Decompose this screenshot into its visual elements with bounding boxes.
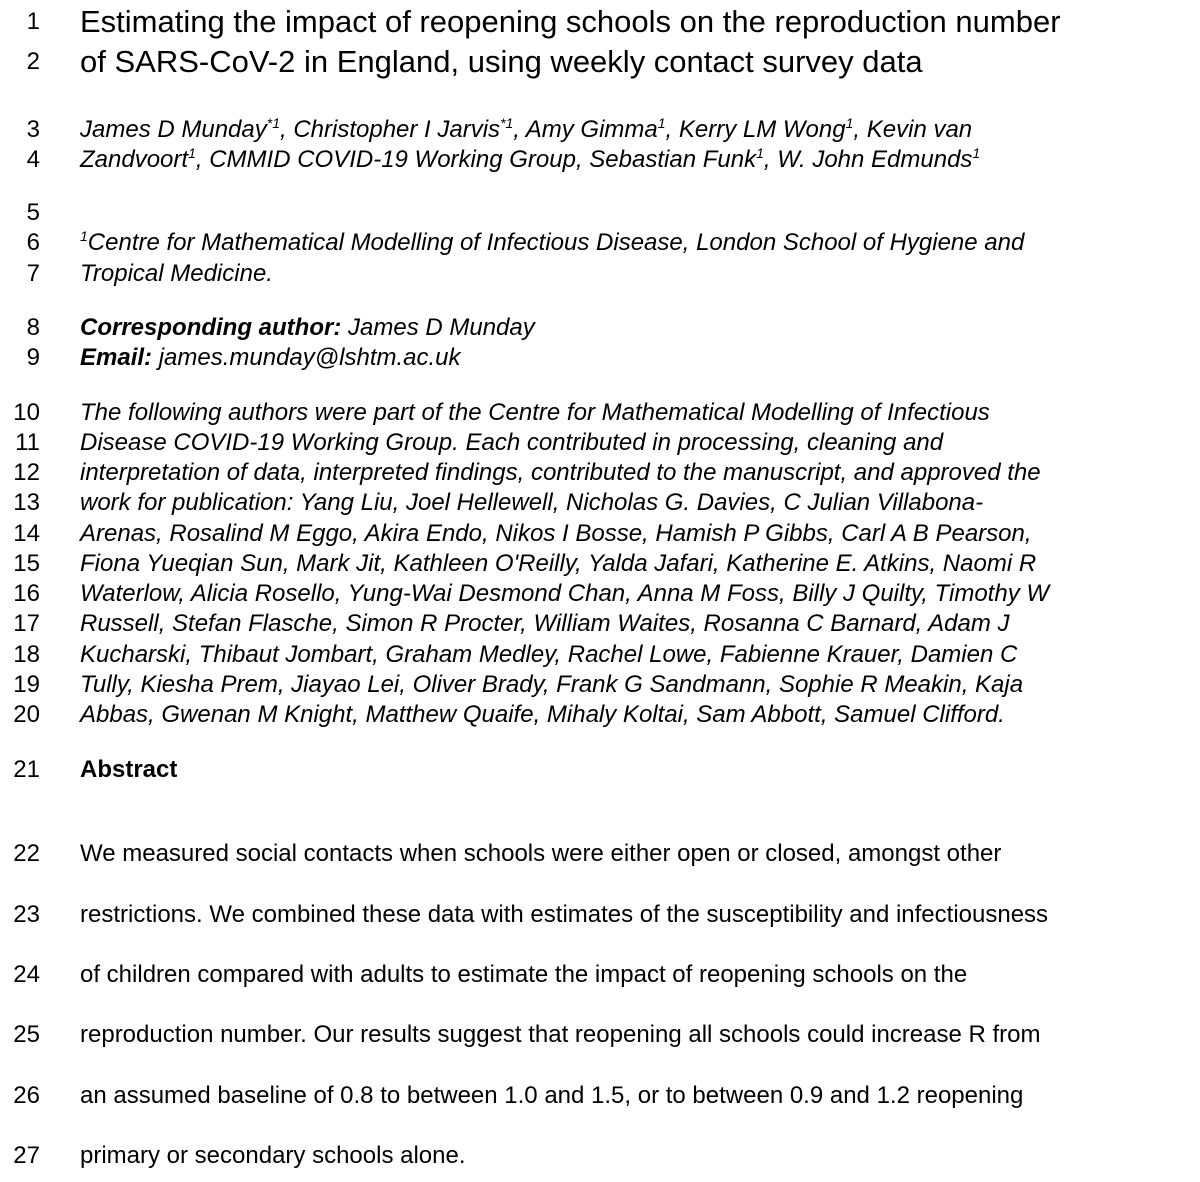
line-number: 10: [13, 399, 40, 426]
author-affiliation-sup: 1: [845, 115, 854, 131]
line-number: 18: [13, 641, 40, 668]
corresponding-author: [80, 313, 535, 343]
line-number: 11: [15, 429, 40, 456]
author-name: Amy Gimma: [525, 116, 658, 143]
corresponding-email: [80, 343, 461, 373]
author-name: CMMID COVID-19 Working Group: [209, 146, 576, 173]
corresponding-author-label: Corresponding author:: [80, 314, 342, 341]
line-number: 19: [13, 671, 40, 698]
abstract-line: an assumed baseline of 0.8 to between 1.0 and 1.5, or to between 0.9 and 1.2 reopening: [80, 1082, 1024, 1109]
author-name: W. John Edmunds: [777, 146, 973, 173]
author-name: Kevin van: [866, 116, 973, 143]
affiliation-line-1: [80, 228, 1024, 258]
abstract-line: restrictions. We combined these data with estimates of the susceptibility and infectiousness: [80, 901, 1049, 928]
working-group-line: Russell, Stefan Flasche, Simon R Procter, William Waites, Rosanna C Barnard, Adam J: [80, 610, 1010, 637]
author-name: Sebastian Funk: [589, 146, 757, 173]
corresponding-author-name: James D Munday: [348, 314, 535, 341]
line-number: 24: [13, 961, 40, 988]
line-number: 20: [13, 701, 40, 728]
line-number: 2: [26, 48, 40, 75]
line-number: 23: [13, 901, 40, 928]
abstract-heading: Abstract: [80, 756, 178, 783]
line-number: 22: [13, 840, 40, 867]
line-number: 16: [13, 580, 40, 607]
line-number: 13: [13, 489, 40, 516]
working-group-line: Tully, Kiesha Prem, Jiayao Lei, Oliver Brady, Frank G Sandmann, Sophie R Meakin, Kaja: [80, 671, 1024, 698]
line-number: 25: [13, 1021, 40, 1048]
author-affiliation-sup: *1: [266, 115, 280, 131]
line-number: 8: [26, 314, 40, 341]
line-number: 14: [13, 520, 40, 547]
line-number: 4: [26, 146, 40, 173]
affiliation-line-2: Tropical Medicine.: [80, 260, 273, 287]
paper-title-line-2: of SARS-CoV-2 in England, using weekly contact survey data: [80, 44, 923, 79]
author-list-line-1: James D Munday$^{*1}$, Christopher I Jarvis$^{*1}$, Amy Gimma$^1$, Kerry LM Wong$^1$, Kevin van: [80, 115, 973, 143]
author-list-line-2: Zandvoort$^1$, CMMID COVID-19 Working Group, Sebastian Funk$^1$, W. John Edmunds$^1$: [80, 145, 981, 173]
paper-title-line-1: Estimating the impact of reopening schools on the reproduction number: [80, 4, 1061, 39]
line-number: 3: [26, 116, 40, 143]
author-name: Christopher I Jarvis: [293, 116, 501, 143]
line-number: 9: [26, 344, 40, 371]
line-number: 12: [13, 459, 40, 486]
author-affiliation-sup: *1: [500, 115, 514, 131]
line-number: 21: [13, 756, 40, 783]
abstract-line: of children compared with adults to estimate the impact of reopening schools on the: [80, 961, 968, 988]
abstract-line: We measured social contacts when schools were either open or closed, amongst other: [80, 840, 1002, 867]
author-affiliation-sup: 1: [756, 145, 764, 161]
line-number: 27: [13, 1142, 40, 1169]
abstract-line: primary or secondary schools alone.: [80, 1142, 466, 1169]
email-address: james.munday@lshtm.ac.uk: [158, 344, 461, 371]
author-affiliation-sup: 1: [972, 145, 981, 161]
working-group-line: Disease COVID-19 Working Group. Each contributed in processing, cleaning and: [80, 429, 944, 456]
working-group-line: Fiona Yueqian Sun, Mark Jit, Kathleen O'Reilly, Yalda Jafari, Katherine E. Atkins, Naomi R: [80, 550, 1037, 577]
working-group-line: Kucharski, Thibaut Jombart, Graham Medley, Rachel Lowe, Fabienne Krauer, Damien C: [80, 641, 1018, 668]
affiliation-text: Centre for Mathematical Modelling of Infectious Disease, London School of Hygiene and: [87, 229, 1025, 256]
line-number: 26: [13, 1082, 40, 1109]
line-number: 5: [26, 199, 40, 226]
author-affiliation-sup: 1: [188, 145, 196, 161]
author-affiliation-sup: 1: [657, 115, 666, 131]
line-number: 17: [13, 610, 40, 637]
author-name: Zandvoort: [80, 146, 189, 173]
working-group-line: Arenas, Rosalind M Eggo, Akira Endo, Nikos I Bosse, Hamish P Gibbs, Carl A B Pearson,: [80, 520, 1032, 547]
line-number: 6: [26, 229, 40, 256]
working-group-line: interpretation of data, interpreted findings, contributed to the manuscript, and approved the: [80, 459, 1041, 486]
author-name: Kerry LM Wong: [678, 116, 846, 143]
line-number: 7: [26, 260, 40, 287]
working-group-line: The following authors were part of the Centre for Mathematical Modelling of Infectious: [80, 399, 990, 426]
working-group-line: work for publication: Yang Liu, Joel Hellewell, Nicholas G. Davies, C Julian Villabona-: [80, 489, 984, 516]
working-group-line: Abbas, Gwenan M Knight, Matthew Quaife, Mihaly Koltai, Sam Abbott, Samuel Clifford.: [80, 701, 1005, 728]
affiliation-sup: 1: [80, 228, 88, 244]
working-group-line: Waterlow, Alicia Rosello, Yung-Wai Desmond Chan, Anna M Foss, Billy J Quilty, Timothy W: [80, 580, 1050, 607]
email-label: Email:: [80, 344, 153, 371]
line-number: 15: [13, 550, 40, 577]
line-number: 1: [26, 8, 40, 35]
abstract-line: reproduction number. Our results suggest that reopening all schools could increase R from: [80, 1021, 1041, 1048]
author-name: James D Munday: [80, 116, 267, 143]
